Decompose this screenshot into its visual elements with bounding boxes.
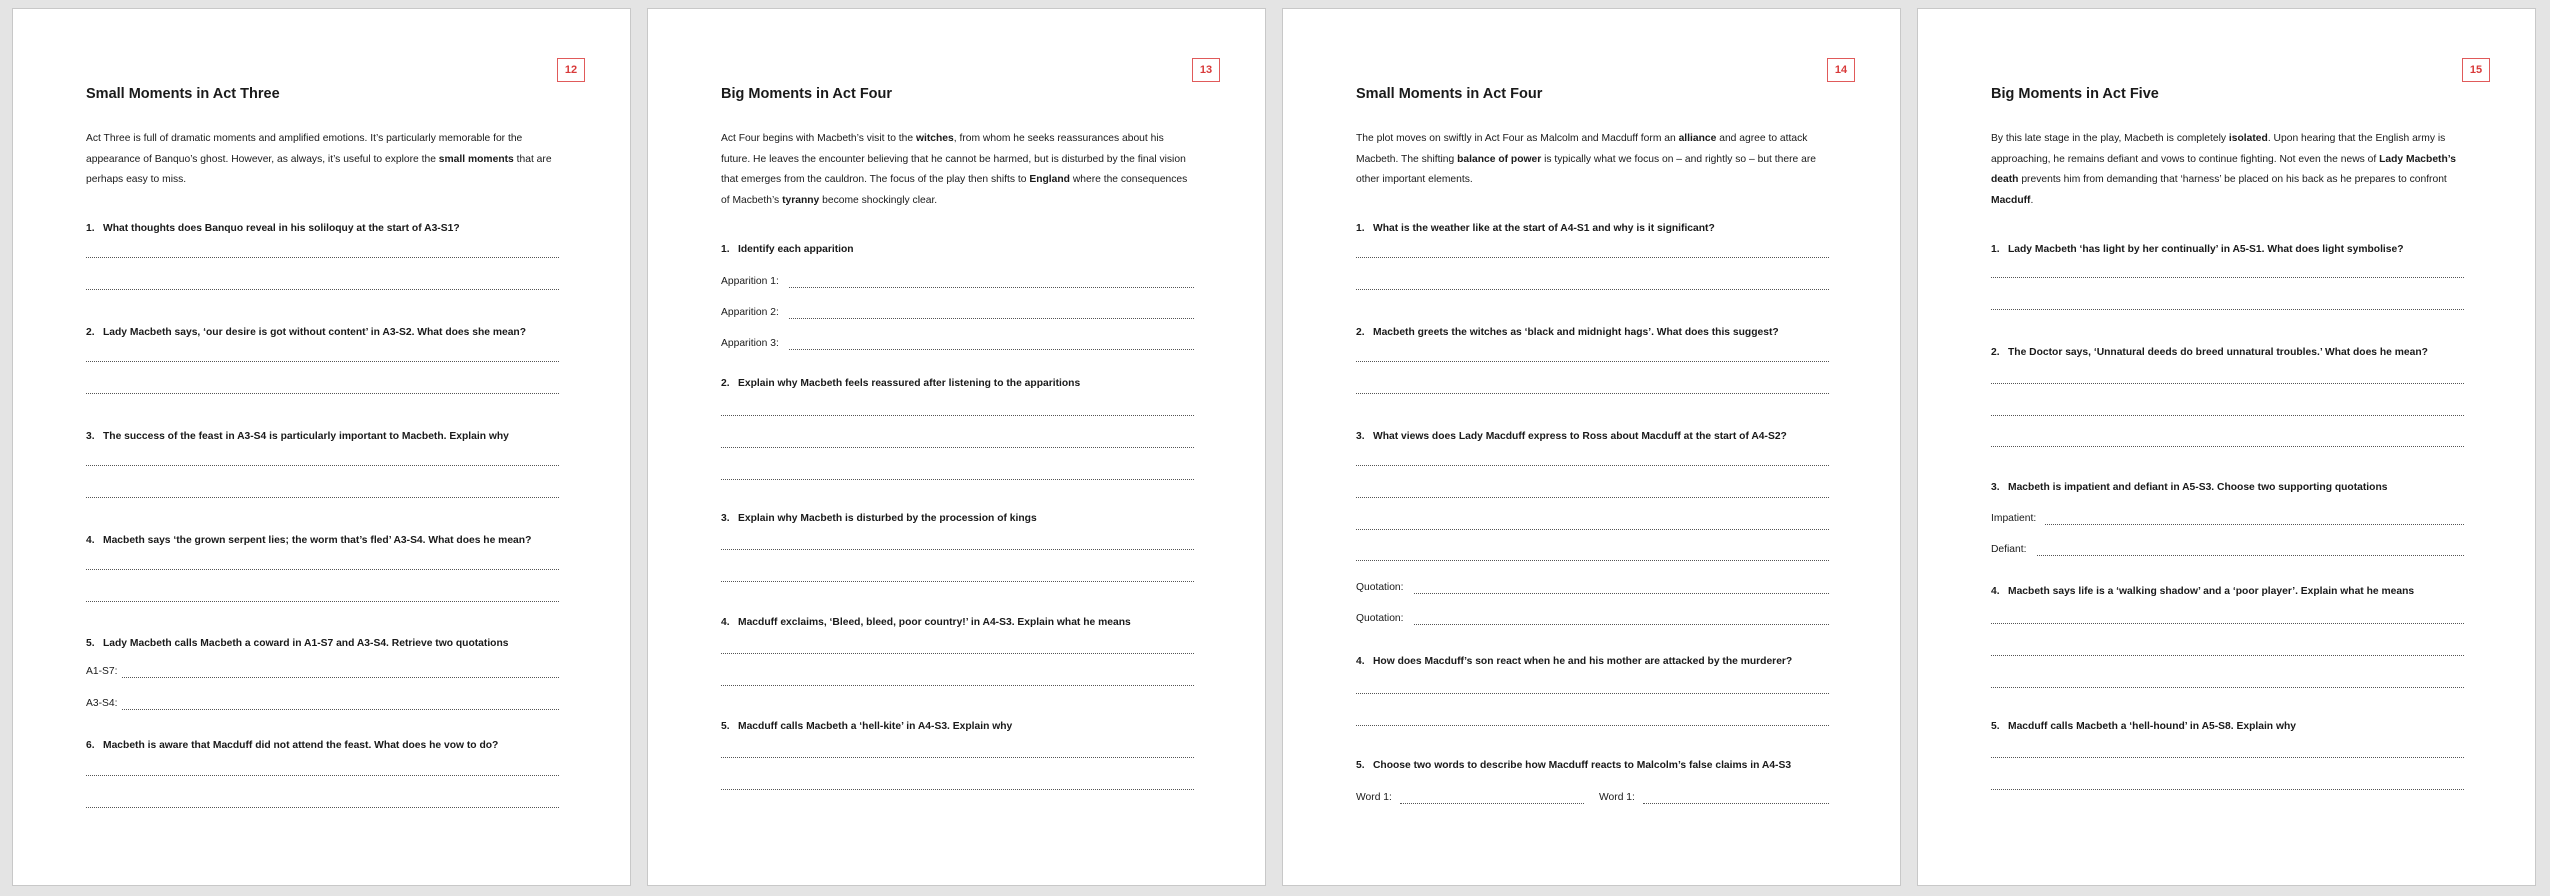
question-3: 3. Explain why Macbeth is disturbed by the procession of kings bbox=[721, 513, 1037, 524]
answer-line[interactable] bbox=[1356, 393, 1829, 394]
answer-line[interactable] bbox=[721, 447, 1194, 448]
answer-line[interactable] bbox=[721, 581, 1194, 582]
answer-line[interactable] bbox=[1414, 593, 1829, 594]
answer-line[interactable] bbox=[721, 757, 1194, 758]
page-number: 12 bbox=[557, 58, 585, 82]
page-title: Big Moments in Act Five bbox=[1991, 86, 2159, 102]
question-5: 5. Macduff calls Macbeth a ‘hell-hound’ in A5-S8. Explain why bbox=[1991, 721, 2296, 732]
answer-line[interactable] bbox=[122, 677, 559, 678]
page-14 bbox=[1282, 8, 1901, 886]
answer-line[interactable] bbox=[789, 287, 1194, 288]
answer-line[interactable] bbox=[1991, 277, 2464, 278]
label-apparition-3: Apparition 3: bbox=[721, 338, 779, 349]
intro-paragraph: By this late stage in the play, Macbeth is completely isolated. Upon hearing that the English army is approaching, he remains defiant and vows to continue fighting. Not even the news of Lady Macbeth’s death prevents him from demanding that ‘harness’ be placed on his back as he prepares to confront Macduff. bbox=[1991, 133, 2456, 206]
question-4: 4. Macduff exclaims, ‘Bleed, bleed, poor country!’ in A4-S3. Explain what he means bbox=[721, 617, 1131, 628]
answer-line[interactable] bbox=[1356, 497, 1829, 498]
answer-line[interactable] bbox=[721, 685, 1194, 686]
answer-line[interactable] bbox=[2045, 524, 2464, 525]
question-5: 5. Choose two words to describe how Macduff reacts to Malcolm’s false claims in A4-S3 bbox=[1356, 760, 1792, 771]
answer-line[interactable] bbox=[789, 318, 1194, 319]
answer-line[interactable] bbox=[1991, 446, 2464, 447]
page-title: Big Moments in Act Four bbox=[721, 86, 893, 102]
label-a3s4: A3-S4: bbox=[86, 698, 118, 709]
answer-line[interactable] bbox=[789, 349, 1194, 350]
question-1: 1. Identify each apparition bbox=[721, 244, 854, 255]
answer-line[interactable] bbox=[1356, 257, 1829, 258]
answer-line[interactable] bbox=[86, 569, 559, 570]
label-apparition-2: Apparition 2: bbox=[721, 307, 779, 318]
answer-line[interactable] bbox=[1991, 757, 2464, 758]
answer-line[interactable] bbox=[86, 361, 559, 362]
answer-line[interactable] bbox=[721, 653, 1194, 654]
answer-line[interactable] bbox=[721, 415, 1194, 416]
question-1: 1. Lady Macbeth ‘has light by her continually’ in A5-S1. What does light symbolise? bbox=[1991, 244, 2404, 255]
question-3: 3. Macbeth is impatient and defiant in A5-S3. Choose two supporting quotations bbox=[1991, 482, 2388, 493]
question-6: 6. Macbeth is aware that Macduff did not attend the feast. What does he vow to do? bbox=[86, 740, 499, 751]
answer-line[interactable] bbox=[1356, 693, 1829, 694]
question-4: 4. How does Macduff’s son react when he and his mother are attacked by the murderer? bbox=[1356, 656, 1793, 667]
page-title: Small Moments in Act Three bbox=[86, 86, 280, 102]
answer-line[interactable] bbox=[122, 709, 559, 710]
label-quotation-2: Quotation: bbox=[1356, 613, 1404, 624]
answer-line[interactable] bbox=[2037, 555, 2464, 556]
answer-line[interactable] bbox=[86, 465, 559, 466]
question-3: 3. What views does Lady Macduff express to Ross about Macduff at the start of A4-S2? bbox=[1356, 431, 1787, 442]
question-2: 2. The Doctor says, ‘Unnatural deeds do breed unnatural troubles.’ What does he mean? bbox=[1991, 347, 2428, 358]
label-defiant: Defiant: bbox=[1991, 544, 2027, 555]
answer-line[interactable] bbox=[1991, 415, 2464, 416]
page-number: 13 bbox=[1192, 58, 1220, 82]
label-quotation-1: Quotation: bbox=[1356, 582, 1404, 593]
answer-line[interactable] bbox=[721, 549, 1194, 550]
question-1: 1. What is the weather like at the start of A4-S1 and why is it significant? bbox=[1356, 223, 1715, 234]
answer-line[interactable] bbox=[86, 601, 559, 602]
answer-line[interactable] bbox=[1991, 383, 2464, 384]
answer-line[interactable] bbox=[86, 393, 559, 394]
answer-line[interactable] bbox=[1991, 623, 2464, 624]
answer-line[interactable] bbox=[1991, 687, 2464, 688]
label-impatient: Impatient: bbox=[1991, 513, 2037, 524]
question-5: 5. Lady Macbeth calls Macbeth a coward in A1-S7 and A3-S4. Retrieve two quotations bbox=[86, 638, 509, 649]
label-a1s7: A1-S7: bbox=[86, 666, 118, 677]
answer-line[interactable] bbox=[86, 775, 559, 776]
question-2: 2. Explain why Macbeth feels reassured after listening to the apparitions bbox=[721, 378, 1081, 389]
answer-line[interactable] bbox=[721, 789, 1194, 790]
answer-line[interactable] bbox=[1356, 725, 1829, 726]
answer-line[interactable] bbox=[1991, 789, 2464, 790]
answer-line[interactable] bbox=[1356, 361, 1829, 362]
answer-line[interactable] bbox=[1991, 655, 2464, 656]
answer-line[interactable] bbox=[1400, 803, 1584, 804]
question-1: 1. What thoughts does Banquo reveal in his soliloquy at the start of A3-S1? bbox=[86, 223, 460, 234]
question-2: 2. Lady Macbeth says, ‘our desire is got without content’ in A3-S2. What does she mean? bbox=[86, 327, 527, 338]
intro-paragraph: Act Three is full of dramatic moments and amplified emotions. It’s particularly memorable for the appearance of Banquo’s ghost. However, as always, it’s useful to explore the small moments that are perhaps easy to miss. bbox=[86, 133, 552, 185]
page-13 bbox=[647, 8, 1266, 886]
intro-paragraph: The plot moves on swiftly in Act Four as Malcolm and Macduff form an alliance and agree to attack Macbeth. The shifting balance of power is typically what we focus on – and rightly so – but there are other important elements. bbox=[1356, 133, 1816, 185]
label-word-1: Word 1: bbox=[1356, 792, 1392, 803]
page-number: 14 bbox=[1827, 58, 1855, 82]
answer-line[interactable] bbox=[1356, 289, 1829, 290]
question-2: 2. Macbeth greets the witches as ‘black and midnight hags’. What does this suggest? bbox=[1356, 327, 1779, 338]
answer-line[interactable] bbox=[86, 807, 559, 808]
answer-line[interactable] bbox=[86, 497, 559, 498]
answer-line[interactable] bbox=[86, 289, 559, 290]
answer-line[interactable] bbox=[1643, 803, 1829, 804]
page-number: 15 bbox=[2462, 58, 2490, 82]
page-title: Small Moments in Act Four bbox=[1356, 86, 1543, 102]
intro-paragraph: Act Four begins with Macbeth’s visit to the witches, from whom he seeks reassurances about his future. He leaves the encounter believing that he cannot be harmed, but is disturbed by the final vision that emerges from the cauldron. The focus of the play then shifts to England where the consequences of Macbeth’s tyranny become shockingly clear. bbox=[721, 133, 1188, 206]
question-5: 5. Macduff calls Macbeth a ‘hell-kite’ in A4-S3. Explain why bbox=[721, 721, 1013, 732]
question-4: 4. Macbeth says ‘the grown serpent lies; the worm that’s fled’ A3-S4. What does he mean? bbox=[86, 535, 532, 546]
answer-line[interactable] bbox=[1414, 624, 1829, 625]
question-4: 4. Macbeth says life is a ‘walking shadow’ and a ‘poor player’. Explain what he means bbox=[1991, 586, 2415, 597]
answer-line[interactable] bbox=[86, 257, 559, 258]
answer-line[interactable] bbox=[1356, 560, 1829, 561]
answer-line[interactable] bbox=[721, 479, 1194, 480]
answer-line[interactable] bbox=[1356, 465, 1829, 466]
answer-line[interactable] bbox=[1356, 529, 1829, 530]
page-12 bbox=[12, 8, 631, 886]
question-3: 3. The success of the feast in A3-S4 is particularly important to Macbeth. Explain why bbox=[86, 431, 509, 442]
label-word-2: Word 1: bbox=[1599, 792, 1635, 803]
label-apparition-1: Apparition 1: bbox=[721, 276, 779, 287]
page-15 bbox=[1917, 8, 2536, 886]
answer-line[interactable] bbox=[1991, 309, 2464, 310]
